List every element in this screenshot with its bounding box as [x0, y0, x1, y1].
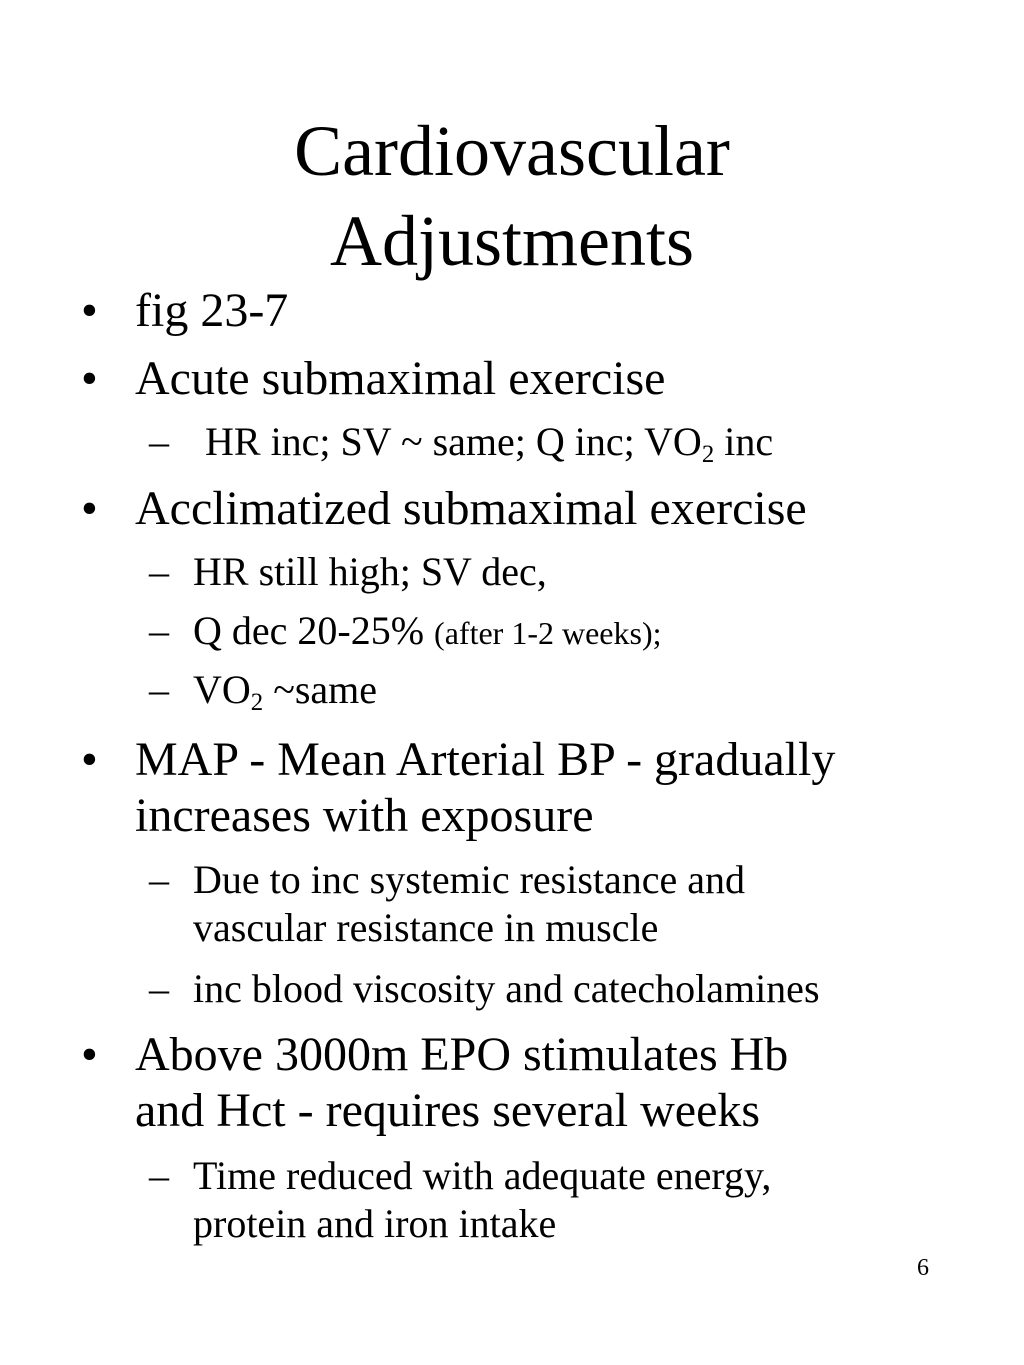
sub-bullet-item — [149, 666, 953, 716]
bullet-item — [81, 283, 965, 339]
bullet-text: fig 23-7 — [135, 284, 289, 337]
title-line-1: Cardiovascular — [294, 111, 730, 191]
sub-bullet-item — [149, 1152, 953, 1248]
dash-icon: – — [149, 1153, 169, 1198]
bullet-text: Acclimatized submaximal exercise — [135, 482, 807, 535]
sub-bullet-item — [149, 418, 965, 468]
bullet-icon: • — [81, 284, 98, 337]
bullet-icon: • — [81, 733, 98, 786]
bullet-icon: • — [81, 1028, 98, 1081]
sub-bullet-item — [149, 548, 953, 596]
bullet-text-line-1: Above 3000m EPO stimulates Hb — [135, 1028, 789, 1081]
sub-bullet-text: Q dec 20-25% — [193, 608, 435, 653]
sub-bullet-item — [149, 856, 953, 952]
sub-bullet-text-line-2: protein and iron intake — [193, 1201, 557, 1246]
sub-bullet-item — [149, 607, 953, 657]
bullet-icon: • — [81, 352, 98, 405]
bullet-item — [81, 732, 965, 844]
bullet-item — [81, 1027, 965, 1139]
sub-bullet-text-suffix: ~same — [263, 667, 378, 712]
bullet-item — [81, 351, 965, 407]
bullet-text-line-1: MAP - Mean Arterial BP - gradually — [135, 733, 836, 786]
sub-bullet-text: inc blood viscosity and catecholamines — [193, 966, 820, 1011]
dash-icon: – — [149, 549, 169, 594]
sub-bullet-text-line-1: Time reduced with adequate energy, — [193, 1153, 772, 1198]
dash-icon: – — [149, 857, 169, 902]
title-line-2: Adjustments — [329, 201, 694, 281]
slide-title — [0, 106, 1024, 286]
dash-icon: – — [149, 608, 169, 653]
dash-icon: – — [149, 966, 169, 1011]
sub-bullet-text-line-2: vascular resistance in muscle — [193, 905, 659, 950]
dash-icon: – — [149, 667, 169, 712]
sub-bullet-note: (after 1-2 weeks); — [434, 615, 662, 651]
bullet-item — [81, 481, 965, 537]
sub-bullet-text: HR still high; SV dec, — [193, 549, 547, 594]
bullet-text: Acute submaximal exercise — [135, 352, 666, 405]
subscript: 2 — [250, 688, 264, 716]
sub-bullet-text-line-1: Due to inc systemic resistance and — [193, 857, 746, 902]
bullet-icon: • — [81, 482, 98, 535]
bullet-text-line-2: and Hct - requires several weeks — [135, 1084, 761, 1137]
page-number: 6 — [917, 1255, 929, 1281]
sub-bullet-text: VO — [193, 667, 251, 712]
sub-bullet-text: HR inc; SV ~ same; Q inc; VO — [205, 419, 702, 464]
dash-icon: – — [149, 419, 169, 464]
subscript: 2 — [701, 440, 715, 468]
sub-bullet-item — [149, 965, 953, 1013]
bullet-text-line-2: increases with exposure — [135, 789, 594, 842]
sub-bullet-text-suffix: inc — [714, 419, 774, 464]
